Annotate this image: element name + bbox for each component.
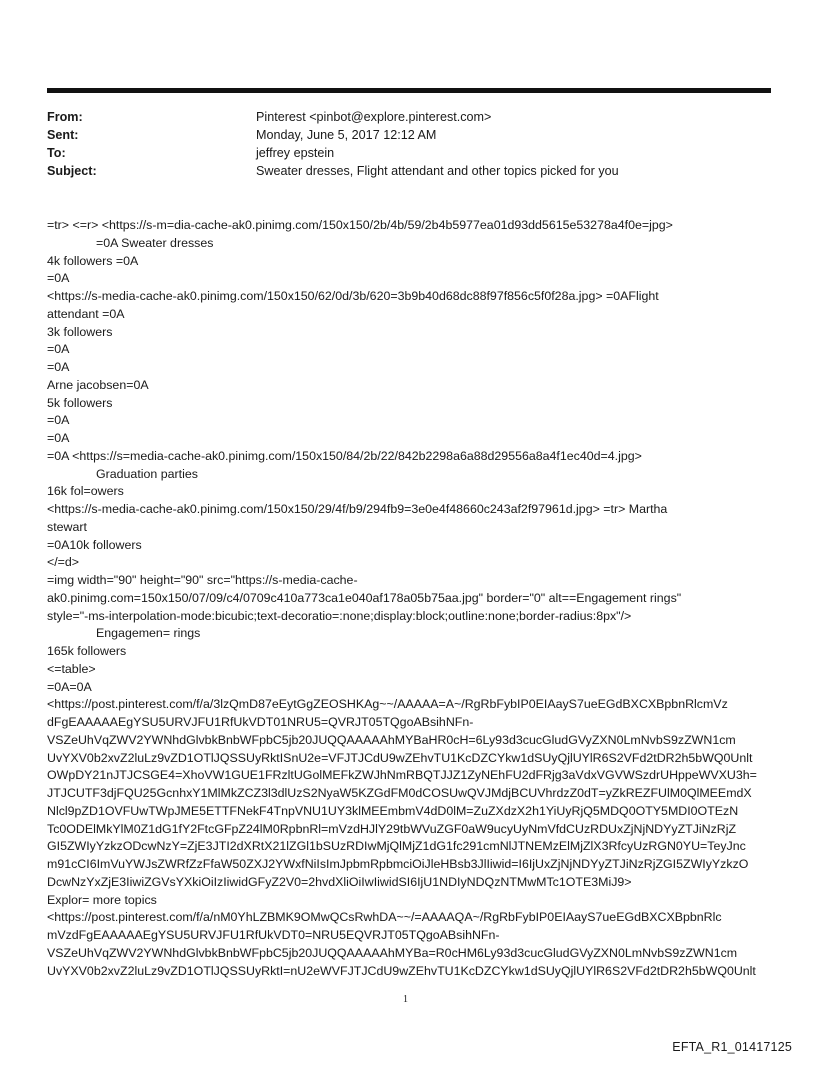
sent-label: Sent: [47, 128, 79, 142]
from-label: From: [47, 110, 83, 124]
body-line: style="-ms-interpolation-mode:bicubic;text-decoratio=:none;display:block;outline:none;border-radius:8px"/> [47, 608, 632, 623]
body-line: ak0.pinimg.com=150x150/07/09/c4/0709c410a773ca1e040af178a05b75aa.jpg" border="0" alt==Engagement rings" [47, 590, 682, 605]
body-line: Arne jacobsen=0A [47, 377, 149, 392]
body-line: Graduation parties [96, 466, 198, 481]
body-line: =0A [47, 413, 70, 428]
body-line: </=d> [47, 555, 80, 570]
body-line: <=table> [47, 661, 96, 676]
page-number: 1 [403, 994, 408, 1005]
body-line: Tc0ODElMkYlM0Z1dG1fY2FtcGFpZ24lM0RpbnRl=mVzdHJlY29tbWVuZGF0aW9ucyUyNmVfdCUzRDUxZjNjNDYyZTJiNzRjZ [47, 821, 737, 836]
email-body [47, 217, 771, 980]
body-line: 165k followers [47, 644, 127, 658]
body-line: 16k fol=owers [47, 484, 124, 499]
body-line: =0A [47, 360, 70, 374]
to-value: jeffrey epstein [256, 146, 335, 160]
body-line: <https://post.pinterest.com/f/a/3lzQmD87eEytGgZEOSHKAg~~/AAAAA=A~/RgRbFybIP0EIAayS7ueEGdBXCXBpbnRlcmVz [47, 697, 728, 712]
subject-value: Sweater dresses, Flight attendant and other topics picked for you [256, 164, 619, 178]
body-line: JTJCUTF3djFQU25GcnhxY1MlMkZCZ3l3dlUzS2NyaW5KZGdFM0dCOSUwQVJMdjBCUVhrdzZ0dT=yZkREZFUlM0QlMEEmdX [47, 786, 752, 800]
body-line: GI5ZWIyYzkzODcwNzY=ZjE3JTI2dXRtX21lZGl1bSUzRDIwMjQlMjZ1dG1fc291cmNlJTNEMzElMjZlX3RfcyUzRGN0YU=TeyJnc [47, 839, 746, 854]
body-line: =0A [47, 271, 70, 286]
body-line: DcwNzYxZjE3IiwiZGVsYXkiOiIzIiwidGFyZ2V0=2hvdXliOiIwIiwidSI6IjU1NDIyNDQzNTMwMTc1OTE3MiJ9> [47, 874, 632, 889]
from-row [47, 108, 771, 126]
body-line: =0A10k followers [47, 537, 142, 552]
body-line: UvYXV0b2xvZ2luLz9vZD1OTlJQSSUyRktI=nU2eWVFJTJCdU9wZEhvTU1KcDZCYkw1dSUyQjlUYlR6S2VFd2tDR2h5bWQ0Unlt [47, 963, 756, 978]
body-line: <https://s-media-cache-ak0.pinimg.com/150x150/62/0d/3b/620=3b9b40d68dc88f97f856c5f0f28a.jpg> =0AFlight [47, 289, 659, 303]
body-line: 3k followers [47, 324, 113, 339]
body-line: stewart [47, 519, 87, 534]
body-line: UvYXV0b2xvZ2luLz9vZD1OTlJQSSUyRktISnU2e=VFJTJCdU9wZEhvTU1KcDZCYkw1dSUyQjlUYlR6S2VFd2tDR2h5bWQ0Unlt [47, 750, 753, 765]
body-line: =0A [47, 431, 70, 445]
body-line: Explor= more topics [47, 892, 157, 907]
body-line: VSZeUhVqZWV2YWNhdGlvbkBnbWFpbC5jb20JUQQAAAAAhMYBa=R0cHM6Ly93d3cucGludGVyZXN0LmNvbS9zZWN1cm [47, 945, 738, 960]
body-line: =0A <https://s=media-cache-ak0.pinimg.com/150x150/84/2b/22/842b2298a6a88d29556a8a4f1ec40d=4.jpg> [47, 448, 642, 463]
body-line: OWpDY21nJTJCSGE4=XhoVW1GUE1FRzltUGolMEFkZWJhNmRBQTJJZ1ZyNEhFU2dFRjg3aVdxVGVWSzdrUHppeWVXU3h= [47, 768, 757, 783]
to-row [47, 144, 771, 162]
subject-label: Subject: [47, 164, 97, 178]
body-line: =0A Sweater dresses [96, 235, 214, 250]
document-id: EFTA_R1_01417125 [672, 1040, 792, 1054]
header-rule [47, 88, 771, 93]
body-line: =0A=0A [47, 679, 92, 694]
body-line: =tr> <=r> <https://s-m=dia-cache-ak0.pinimg.com/150x150/2b/4b/59/2b4b5977ea01d93dd5615e53278a4f0e=jpg> [47, 218, 673, 232]
body-line: <https://post.pinterest.com/f/a/nM0YhLZBMK9OMwQCsRwhDA~~/=AAAAQA~/RgRbFybIP0EIAayS7ueEGdBXCXBpbnRlc [47, 910, 722, 925]
body-line: attendant =0A [47, 306, 125, 321]
body-line: Engagemen= rings [96, 626, 201, 641]
subject-row [47, 162, 771, 180]
from-value: Pinterest <pinbot@explore.pinterest.com> [256, 110, 492, 124]
sent-row [47, 126, 771, 144]
body-line: VSZeUhVqZWV2YWNhdGlvbkBnbWFpbC5jb20JUQQAAAAAhMYBaHR0cH=6Ly93d3cucGludGVyZXN0LmNvbS9zZWN1cm [47, 732, 736, 747]
body-line: 4k followers =0A [47, 253, 139, 268]
body-line: =img width="90" height="90" src="https://s-media-cache- [47, 573, 358, 587]
body-line: m91cCI6ImVuYWJsZWRfZzFfaW50ZXJ2YWxfNiIsImJpbmRpbmciOiJleHBsb3JlIiwid=I6IjUxZjNjNDYyZTJiNzRjZGI5ZWIyYzkzO [47, 857, 749, 871]
email-header [47, 108, 771, 180]
body-line: mVzdFgEAAAAAEgYSU5URVJFU1RfUkVDT0=NRU5EQVRJT05TQgoABsihNFn- [47, 928, 500, 942]
body-line: Nlcl9pZD1OVFUwTWpJME5ETTFNekF4TnpVNU1UY3klMEEmbmV4dD0lM=ZuZXdzX2h1YiUyRjQ5MDQ0OTY5MDI0OTEzN [47, 803, 739, 818]
sent-value: Monday, June 5, 2017 12:12 AM [256, 128, 437, 142]
body-line: 5k followers [47, 395, 113, 410]
body-line: dFgEAAAAAEgYSU5URVJFU1RfUkVDT01NRU5=QVRJT05TQgoABsihNFn- [47, 715, 474, 729]
to-label: To: [47, 146, 66, 160]
body-line: =0A [47, 342, 70, 357]
body-line: <https://s-media-cache-ak0.pinimg.com/150x150/29/4f/b9/294fb9=3e0e4f48660c243af2f97961d.jpg> =tr> Martha [47, 502, 668, 516]
